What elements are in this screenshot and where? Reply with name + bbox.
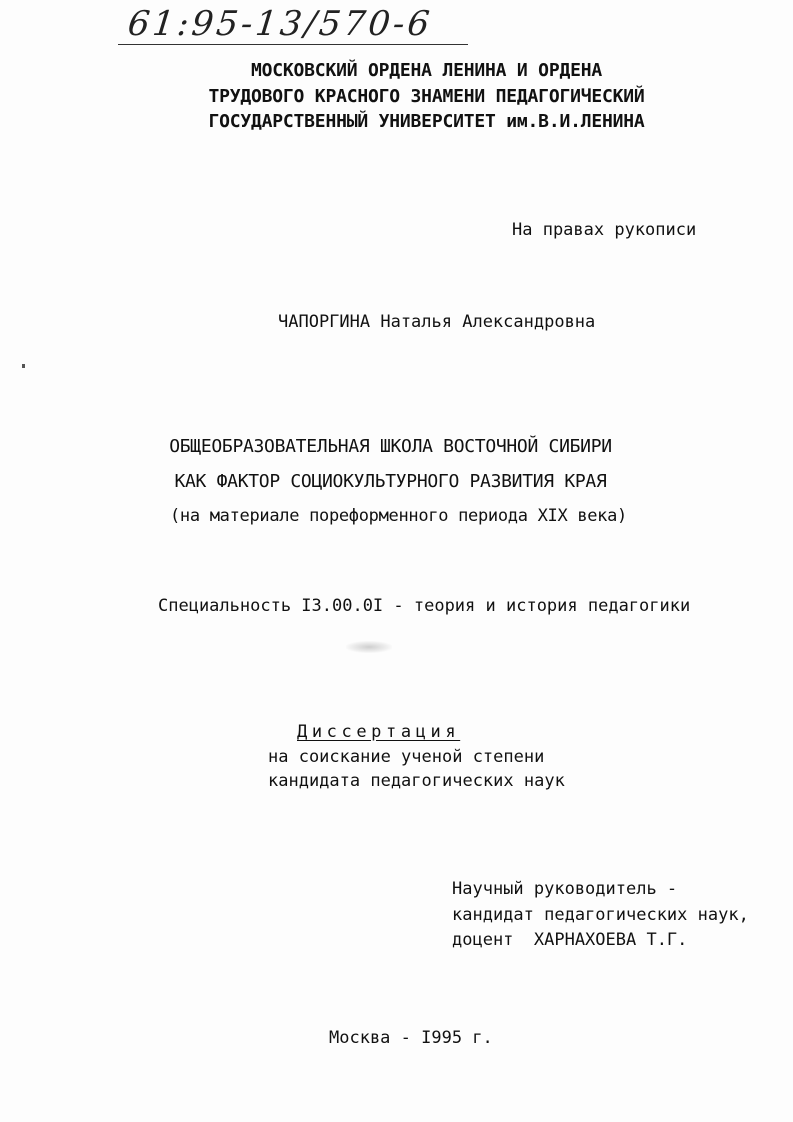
scan-speck <box>22 364 25 368</box>
title-line-1: ОБЩЕОБРАЗОВАТЕЛЬНАЯ ШКОЛА ВОСТОЧНОЙ СИБИРИ <box>169 436 612 457</box>
dissertation-heading: Диссертация <box>297 722 461 742</box>
supervisor-line-3: доцент ХАРНАХОЕВА Т.Г. <box>452 930 688 950</box>
author-name: ЧАПОРГИНА Наталья Александровна <box>278 312 596 332</box>
institution-line-1: МОСКОВСКИЙ ОРДЕНА ЛЕНИНА И ОРДЕНА <box>250 60 603 81</box>
title-line-3: (на материале пореформенного периода XIX века) <box>169 506 627 526</box>
rights-note: На правах рукописи <box>512 220 697 240</box>
title-line-2: КАК ФАКТОР СОЦИОКУЛЬТУРНОГО РАЗВИТИЯ КРАЯ <box>174 471 607 492</box>
institution-line-3: ГОСУДАРСТВЕННЫЙ УНИВЕРСИТЕТ им.В.И.ЛЕНИНА <box>208 111 645 132</box>
archive-number-handwritten: 61:95-13/570-6 <box>125 4 435 44</box>
stamp-smudge <box>346 641 392 653</box>
dissertation-line-1: на соискание ученой степени <box>268 747 545 767</box>
supervisor-line-1: Научный руководитель - <box>452 879 678 899</box>
archive-number-rule <box>118 44 468 45</box>
institution-line-2: ТРУДОВОГО КРАСНОГО ЗНАМЕНИ ПЕДАГОГИЧЕСКИЙ <box>208 86 645 107</box>
supervisor-line-2: кандидат педагогических наук, <box>452 905 749 925</box>
specialty-line: Специальность I3.00.0I - теория и история педагогики <box>158 596 691 616</box>
dissertation-line-2: кандидата педагогических наук <box>268 771 565 791</box>
city-year: Москва - I995 г. <box>329 1028 493 1048</box>
